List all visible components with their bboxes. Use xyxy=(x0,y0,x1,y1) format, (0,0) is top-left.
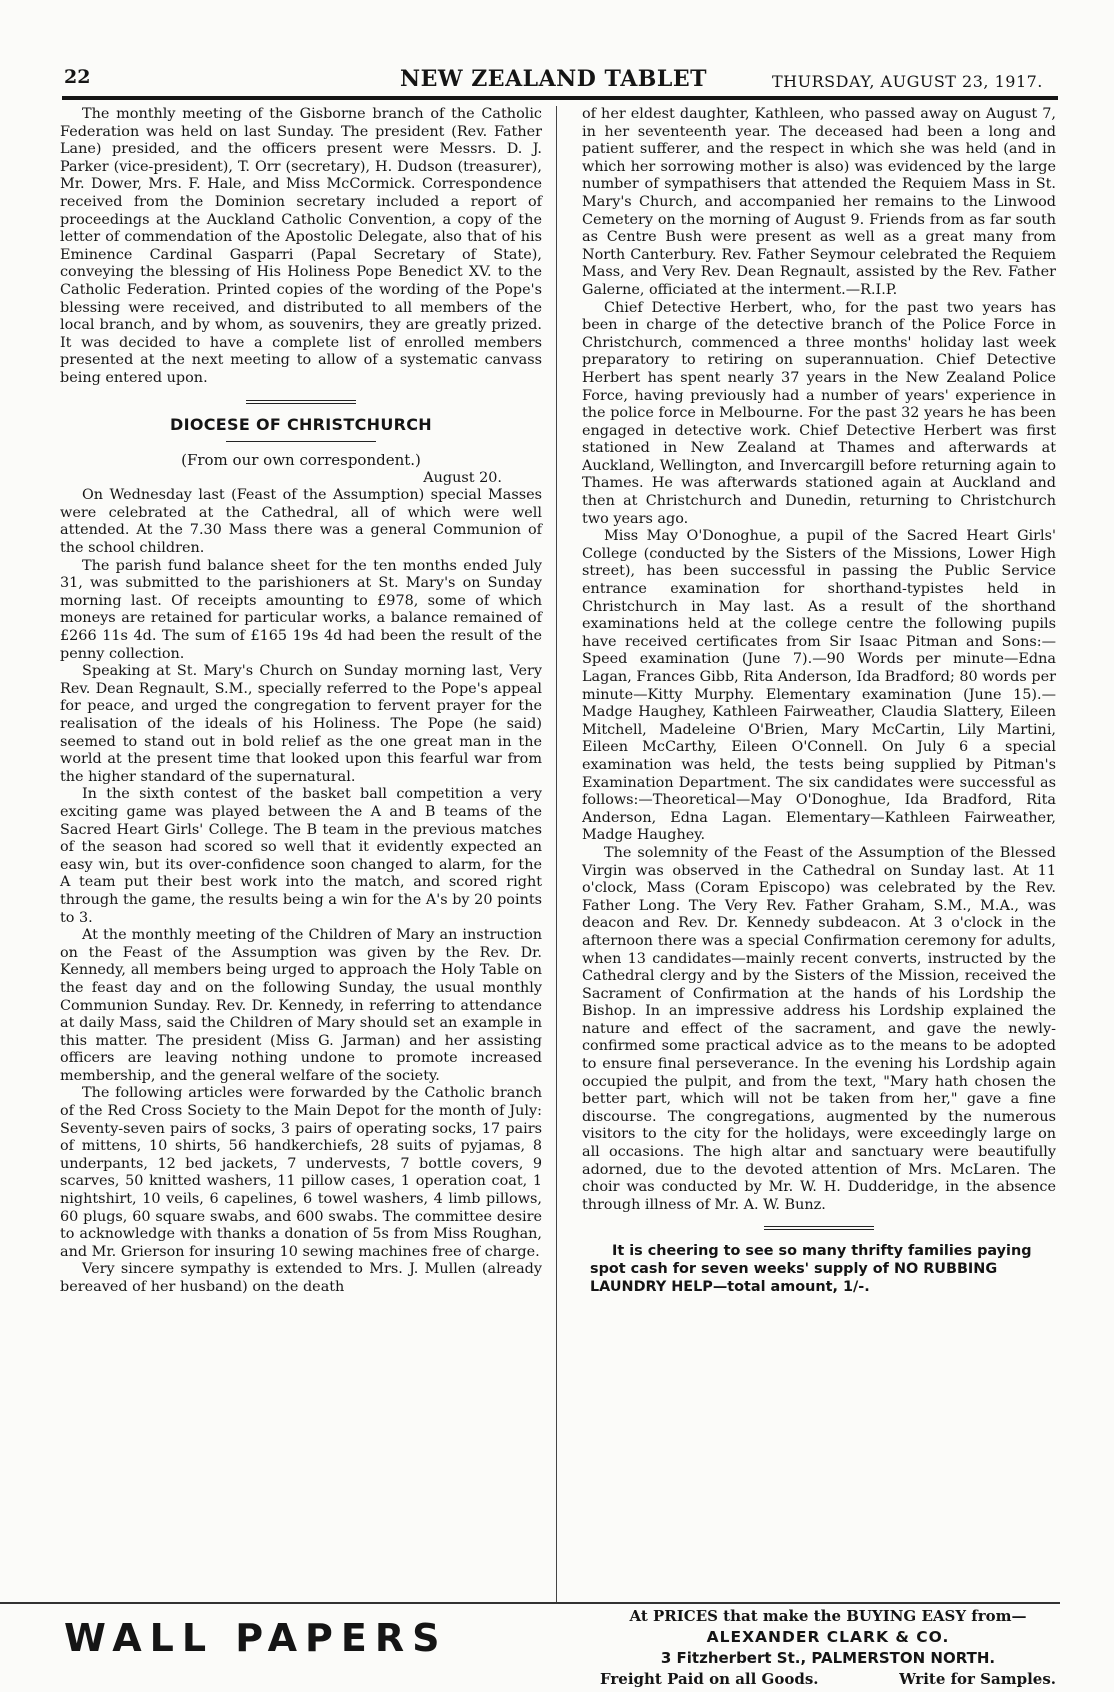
right-column xyxy=(582,106,1056,1296)
advert-address: 3 Fitzherbert St., PALMERSTON NORTH. xyxy=(660,1649,996,1667)
section-separator xyxy=(764,1226,874,1230)
correspondent-line: (From our own correspondent.) xyxy=(181,451,421,470)
advert-freight: Freight Paid on all Goods. xyxy=(600,1670,819,1688)
masthead-title: NEW ZEALAND TABLET xyxy=(400,66,707,92)
advert-prices-line: At PRICES that make the BUYING EASY from— xyxy=(629,1607,1027,1625)
children-of-mary-paragraph: At the monthly meeting of the Children of Mary an instruction on the Feast of the Assumption was given by the Rev. Dr. Kennedy, all members being urged to approach the Holy Table on the feast day and on the following Sunday, the usual monthly Communion Sunday. Rev. Dr. Kennedy, in referring to attendance at daily Mass, said the Children of Mary should set an example in this matter. The president (Miss G. Jarman) and her assisting officers are leaving nothing undone to promote increased membership, and the general welfare of the society. xyxy=(60,927,542,1084)
dateline: August 20. xyxy=(423,469,502,486)
basketball-paragraph: In the sixth contest of the basket ball competition a very exciting game was played between the A and B teams of the Sacred Heart Girls' College. The B team in the previous matches of the season had scored so well that it evidently expected an easy win, but its over-confidence soon changed to alarm, for the A team put their best work into the match, and scored right through the game, the results being a win for the A's by 20 points to 3. xyxy=(60,786,542,926)
obituary-continued-paragraph: of her eldest daughter, Kathleen, who passed away on August 7, in her seventeenth year. The deceased had been a long and patient sufferer, and the respect in which she was held (and in which her sorrowing mother is also) was evidenced by the large number of sympathisers that attended the Requiem Mass in St. Mary's Church, and accompanied her remains to the Linwood Cemetery on the morning of August 9. Friends from as far south as Centre Bush were present as well as a great many from North Canterbury. Rev. Father Seymour celebrated the Requiem Mass, and Very Rev. Dean Regnault, assisted by the Rev. Father Galerne, officiated at the interment.—R.I.P. xyxy=(582,106,1056,298)
wall-papers-advert: WALL PAPERS xyxy=(64,1616,448,1660)
header-rule xyxy=(62,96,1058,100)
pope-appeal-paragraph: Speaking at St. Mary's Church on Sunday morning last, Very Rev. Dean Regnault, S.M., specially referred to the Pope's appeal for peace, and urged the congregation to fervent prayer for the realisation of the ideals of his Holiness. The Pope (he said) seemed to stand out in bold relief as the one great man in the world at the present time that looked upon this fearful war from the higher standard of the supernatural. xyxy=(60,663,542,785)
laundry-help-advert: It is cheering to see so many thrifty families paying spot cash for seven weeks' supply of NO RUBBING LAUNDRY HELP—total amount, 1/-. xyxy=(590,1243,1032,1296)
column-divider xyxy=(556,106,557,1602)
section-heading: DIOCESE OF CHRISTCHURCH xyxy=(170,414,432,434)
clark-advert xyxy=(588,1606,1068,1690)
issue-date: THURSDAY, AUGUST 23, 1917. xyxy=(772,72,1043,91)
advert-company: ALEXANDER CLARK & CO. xyxy=(706,1628,950,1646)
red-cross-paragraph: The following articles were forwarded by the Catholic branch of the Red Cross Society to the Main Depot for the month of July: Seventy-seven pairs of socks, 3 pairs of operating socks, 17 pairs of mittens, 10 shirts, 56 handkerchiefs, 28 suits of pyjamas, 8 underpants, 12 bed jackets, 7 undervests, 7 bottle covers, 9 scarves, 50 knitted washers, 11 pillow cases, 1 operation coat, 1 nightshirt, 10 veils, 6 capelines, 6 towel washers, 4 limb pillows, 60 plugs, 60 square swabs, and 600 swabs. The committee desire to acknowledge with thanks a donation of 5s from Miss Roughan, and Mr. Grierson for insuring 10 sewing machines free of charge. xyxy=(60,1085,542,1260)
gisborne-federation-paragraph: The monthly meeting of the Gisborne branch of the Catholic Federation was held on last Sunday. The president (Rev. Father Lane) presided, and the officers present were Messrs. D. J. Parker (vice-president), T. Orr (secretary), H. Dudson (treasurer), Mr. Dower, Mrs. F. Hale, and Miss McCormick. Correspondence received from the Dominion secretary included a report of proceedings at the Auckland Catholic Convention, a copy of the letter of commendation of the Apostolic Delegate, also that of his Eminence Cardinal Gasparri (Papal Secretary of State), conveying the blessing of His Holiness Pope Benedict XV. to the Catholic Federation. Printed copies of the wording of the Pope's blessing were received, and distributed to all members of the local branch, and by whom, as souvenirs, they are greatly prized. It was decided to have a complete list of enrolled members presented at the next meeting to allow of a systematic canvass being entered upon. xyxy=(60,106,542,386)
page-number: 22 xyxy=(64,66,91,88)
sympathy-paragraph: Very sincere sympathy is extended to Mrs. J. Mullen (already bereaved of her husband) on the death xyxy=(60,1261,542,1295)
footer-rule xyxy=(0,1602,1060,1604)
left-column xyxy=(60,106,542,1297)
examination-results-paragraph: Miss May O'Donoghue, a pupil of the Sacred Heart Girls' College (conducted by the Sisters of the Missions, Lower High street), has been successful in passing the Public Service entrance examination for shorthand-typistes held in Christchurch in May last. As a result of the shorthand examinations held at the college centre the following pupils have received certificates from Sir Isaac Pitman and Sons:—Speed examination (June 7).—90 Words per minute—Edna Lagan, Frances Gibb, Rita Anderson, Ida Bradford; 80 words per minute—Kitty Murphy. Elementary examination (June 15).—Madge Haughey, Kathleen Fairweather, Claudia Slattery, Eileen Mitchell, Madeleine O'Brien, Mary McCartin, Lily Martini, Eileen McCarthy, Eileen O'Connell. On July 6 a special examination was held, the tests being supplied by Pitman's Examination Department. The six candidates were successful as follows:—Theoretical—May O'Donoghue, Ida Bradford, Rita Anderson, Edna Lagan. Elementary—Kathleen Fairweather, Madge Haughey. xyxy=(582,528,1056,844)
heading-rule xyxy=(226,441,376,442)
assumption-masses-paragraph: On Wednesday last (Feast of the Assumption) special Masses were celebrated at the Cathedral, all of which were well attended. At the 7.30 Mass there was a general Communion of the school children. xyxy=(60,487,542,557)
detective-herbert-paragraph: Chief Detective Herbert, who, for the past two years has been in charge of the detective branch of the Police Force in Christchurch, commenced a three months' holiday last week preparatory to retiring on superannuation. Chief Detective Herbert has spent nearly 37 years in the New Zealand Police Force, having previously had a number of years' experience in the police force in Melbourne. For the past 32 years he has been engaged in detective work. Chief Detective Herbert was first stationed in New Zealand at Thames and afterwards at Auckland, Wellington, and Invercargill before returning again to Thames. He was afterwards stationed again at Auckland and then at Christchurch and Dunedin, returning to Christchurch two years ago. xyxy=(582,299,1056,527)
advert-freight-line xyxy=(588,1669,1068,1690)
section-separator xyxy=(246,400,356,404)
assumption-feast-paragraph: The solemnity of the Feast of the Assumption of the Blessed Virgin was observed in the Cathedral on Sunday last. At 11 o'clock, Mass (Coram Episcopo) was celebrated by the Rev. Father Long. The Very Rev. Father Graham, S.M., M.A., was deacon and Rev. Dr. Kennedy subdeacon. At 3 o'clock in the afternoon there was a special Confirmation ceremony for adults, when 13 candidates—mainly recent converts, instructed by the Cathedral clergy and by the Sisters of the Mission, received the Sacrament of Confirmation at the hands of his Lordship the Bishop. In an impressive address his Lordship explained the nature and effect of the sacrament, and gave the newly-confirmed some practical advice as to the means to be adopted to ensure final perseverance. In the evening his Lordship again occupied the pulpit, and from the text, "Mary hath chosen the better part, which will not be taken from her," gave a fine discourse. The congregations, augmented by the numerous visitors to the city for the holidays, were exceedingly large on all occasions. The high altar and sanctuary were beautifully adorned, due to the devoted attention of Mrs. McLaren. The choir was conducted by Mr. W. H. Dudderidge, in the absence through illness of Mr. A. W. Bunz. xyxy=(582,844,1056,1213)
advert-samples: Write for Samples. xyxy=(899,1670,1056,1688)
parish-fund-paragraph: The parish fund balance sheet for the ten months ended July 31, was submitted to the parishioners at St. Mary's on Sunday morning last. Of receipts amounting to £978, some of which moneys are retained for particular works, a balance remained of £266 11s 4d. The sum of £165 19s 4d had been the result of the penny collection. xyxy=(60,557,542,662)
